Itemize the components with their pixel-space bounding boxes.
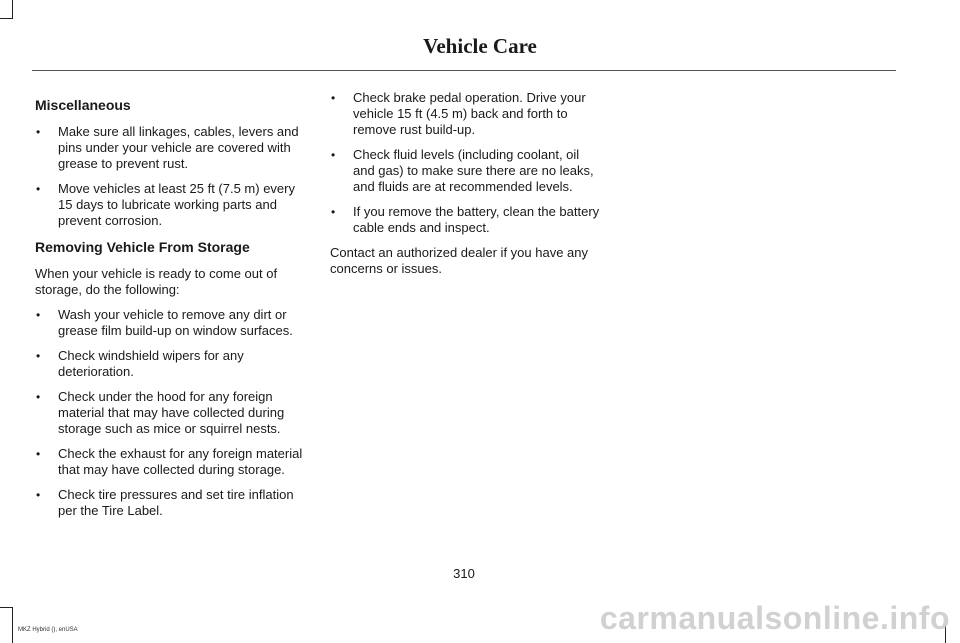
list-item: • Check the exhaust for any foreign material that may have collected during storage.: [35, 446, 307, 478]
list-item: • If you remove the battery, clean the battery cable ends and inspect.: [330, 204, 602, 236]
header-rule: [32, 70, 896, 71]
closing-paragraph: Contact an authorized dealer if you have any concerns or issues.: [330, 245, 589, 276]
list-item: • Move vehicles at least 25 ft (7.5 m) every 15 days to lubricate working parts and prevent corrosion.: [35, 181, 307, 229]
storage-list-continued: [330, 90, 602, 236]
miscellaneous-list: [35, 124, 307, 229]
list-item: • Check windshield wipers for any deterioration.: [35, 348, 307, 380]
list-item: • Check under the hood for any foreign material that may have collected during storage such as mice or squirrel nests.: [35, 389, 307, 437]
storage-list: [35, 307, 307, 519]
page-title: Vehicle Care: [423, 34, 537, 58]
document-code: MKZ Hybrid (), enUSA: [18, 627, 78, 633]
storage-heading: Removing Vehicle From Storage: [35, 239, 250, 255]
watermark: carmanualsonline.info: [599, 600, 950, 636]
crop-mark-top-left-h: [0, 18, 13, 19]
list-item: • Check brake pedal operation. Drive your vehicle 15 ft (4.5 m) back and forth to remove rust build-up.: [330, 90, 602, 138]
list-item: • Check fluid levels (including coolant, oil and gas) to make sure there are no leaks, and fluids are at recommended levels.: [330, 147, 602, 195]
list-item: • Make sure all linkages, cables, levers and pins under your vehicle are covered with grease to prevent rust.: [35, 124, 307, 172]
list-item: • Check tire pressures and set tire inflation per the Tire Label.: [35, 487, 307, 519]
storage-intro: When your vehicle is ready to come out of storage, do the following:: [35, 266, 278, 297]
crop-mark-bottom-left-h: [0, 607, 13, 608]
list-item: • Wash your vehicle to remove any dirt or grease film build-up on window surfaces.: [35, 307, 307, 339]
page-number: 310: [453, 566, 475, 581]
crop-mark-top-left-v: [12, 0, 13, 18]
miscellaneous-heading: Miscellaneous: [35, 97, 131, 113]
crop-mark-bottom-left-v: [12, 607, 13, 643]
left-column: [35, 90, 307, 528]
right-column: [330, 90, 602, 286]
